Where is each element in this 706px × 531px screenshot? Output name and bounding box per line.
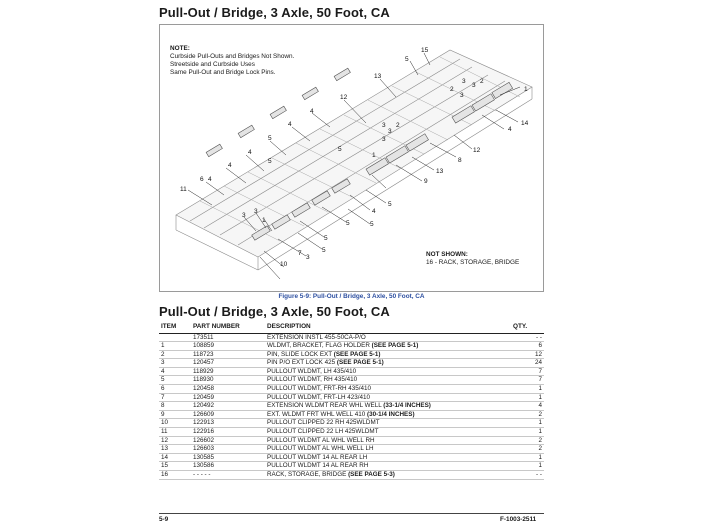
- cell-part-number: 120457: [193, 359, 267, 368]
- table-row: [159, 376, 544, 385]
- description-reference: (33-1/4 INCHES): [383, 402, 431, 410]
- description-reference: (SEE PAGE 5-3): [348, 471, 395, 478]
- cell-description: [267, 419, 513, 428]
- callout-label: 5: [324, 235, 328, 242]
- callout-label: 2: [450, 86, 454, 93]
- cell-qty: 2: [513, 436, 544, 445]
- cell-qty: 2: [513, 410, 544, 419]
- description-text: PULLOUT WLDMT 14 AL REAR RH: [267, 462, 369, 470]
- table-row: [159, 385, 544, 394]
- cell-part-number: 118930: [193, 376, 267, 385]
- document-number: F-1003-2511: [500, 516, 537, 523]
- cell-item: 10: [159, 419, 193, 428]
- callout-label: 3: [306, 254, 310, 261]
- callout-label: 4: [208, 176, 212, 183]
- cell-description: [267, 402, 513, 411]
- cell-description: [267, 333, 513, 342]
- callout-label: 1: [262, 217, 266, 224]
- cell-item: 15: [159, 462, 193, 471]
- description-text: PULLOUT WLDMT, FRT-RH 435/410: [267, 385, 372, 393]
- cell-part-number: 173511: [193, 333, 267, 342]
- callout-label: 3: [460, 92, 464, 99]
- callout-label: 3: [472, 82, 476, 89]
- description-reference: (SEE PAGE 5-1): [333, 350, 381, 358]
- callout-label: 4: [288, 121, 292, 128]
- callout-label: 4: [248, 149, 252, 156]
- cell-part-number: 130585: [193, 453, 267, 462]
- header-description: DESCRIPTION: [267, 323, 513, 333]
- callout-label: 1: [524, 86, 528, 93]
- callout-label: 7: [298, 250, 302, 257]
- callout-label: 3: [254, 208, 258, 215]
- cell-part-number: 130586: [193, 462, 267, 471]
- table-row: [159, 428, 544, 437]
- cell-qty: 1: [513, 385, 544, 394]
- callout-label: 8: [458, 157, 462, 164]
- description-text: PULLOUT WLDMT, RH 435/410: [267, 376, 358, 384]
- cell-description: [267, 393, 513, 402]
- table-row: [159, 402, 544, 411]
- cell-description: [267, 445, 513, 454]
- cell-part-number: 122916: [193, 428, 267, 437]
- callout-label: 5: [405, 56, 409, 63]
- cell-part-number: 126602: [193, 436, 267, 445]
- description-text: PIN P/O EXT LOCK 425: [267, 359, 337, 367]
- cell-item: 14: [159, 453, 193, 462]
- cell-qty: 1: [513, 462, 544, 471]
- note-title: NOTE:: [170, 45, 190, 52]
- note-line: Same Pull-Out and Bridge Lock Pins.: [170, 69, 276, 76]
- callout-label: 5: [268, 135, 272, 142]
- callout-label: 1: [372, 152, 376, 159]
- not-shown-text: 16 - RACK, STORAGE, BRIDGE: [426, 259, 520, 266]
- cell-part-number: 118929: [193, 367, 267, 376]
- callout-label: 13: [436, 168, 444, 175]
- cell-description: [267, 453, 513, 462]
- cell-qty: 7: [513, 376, 544, 385]
- cell-qty: 1: [513, 419, 544, 428]
- table-row: [159, 419, 544, 428]
- cell-part-number: 120492: [193, 402, 267, 411]
- cell-item: 6: [159, 385, 193, 394]
- cell-qty: 1: [513, 393, 544, 402]
- cell-qty: - -: [513, 471, 544, 480]
- cell-item: 2: [159, 350, 193, 359]
- table-row: [159, 333, 544, 342]
- cell-description: [267, 342, 513, 351]
- table-row: [159, 367, 544, 376]
- description-reference: (30-1/4 INCHES): [366, 410, 415, 418]
- cell-part-number: 126609: [193, 410, 267, 419]
- table-row: [159, 342, 544, 351]
- description-text: PULLOUT WLDMT, FRT-LH 423/410: [267, 393, 371, 401]
- table-row: [159, 436, 544, 445]
- cell-qty: - -: [513, 333, 544, 342]
- callout-label: 12: [473, 147, 481, 154]
- callout-label: 3: [462, 78, 466, 85]
- cell-description: [267, 385, 513, 394]
- header-item: ITEM: [159, 323, 193, 333]
- callout-label: 12: [340, 94, 348, 101]
- description-text: PULLOUT WLDMT 14 AL REAR LH: [267, 453, 368, 461]
- not-shown-note: [426, 251, 519, 267]
- cell-qty: 1: [513, 453, 544, 462]
- footer-divider: [159, 513, 544, 514]
- description-text: RACK, STORAGE, BRIDGE: [267, 471, 349, 478]
- cell-description: [267, 410, 513, 419]
- header-qty: QTY.: [513, 323, 544, 333]
- callout-label: 5: [370, 221, 374, 228]
- cell-description: [267, 428, 513, 437]
- cell-description: [267, 367, 513, 376]
- cell-item: 8: [159, 402, 193, 411]
- description-text: PULLOUT CLIPPED 22 LH 425WLDMT: [267, 428, 379, 436]
- cell-item: 7: [159, 393, 193, 402]
- cell-item: 16: [159, 471, 193, 480]
- callout-label: 3: [382, 136, 386, 143]
- table-row: [159, 453, 544, 462]
- callout-label: 15: [421, 47, 429, 54]
- cell-part-number: 120458: [193, 385, 267, 394]
- callout-label: 3: [388, 128, 392, 135]
- note-line: Curbside Pull-Outs and Bridges Not Shown.: [170, 53, 295, 60]
- callout-label: 14: [521, 120, 529, 127]
- description-text: EXTENSION INSTL 455-50CA-P/O: [267, 333, 366, 341]
- cell-part-number: 122913: [193, 419, 267, 428]
- description-text: EXT. WLDMT FRT WHL WELL 410: [267, 410, 367, 418]
- table-row: [159, 471, 544, 480]
- cell-qty: 12: [513, 350, 544, 359]
- cell-item: 11: [159, 428, 193, 437]
- callout-label: 13: [374, 73, 382, 80]
- table-row: [159, 445, 544, 454]
- cell-qty: 1: [513, 428, 544, 437]
- callout-label: 3: [242, 212, 246, 219]
- cell-qty: 6: [513, 342, 544, 351]
- table-row: [159, 462, 544, 471]
- table-header-row: [159, 323, 544, 333]
- cell-description: [267, 359, 513, 368]
- callout-label: 10: [280, 261, 288, 268]
- callout-label: 4: [310, 108, 314, 115]
- callout-label: 5: [268, 158, 272, 165]
- callout-label: 4: [508, 126, 512, 133]
- description-text: PULLOUT WLDMT AL WHL WELL RH: [267, 436, 375, 444]
- cell-qty: 24: [513, 359, 544, 368]
- cell-description: [267, 376, 513, 385]
- description-text: EXTENSION WLDMT REAR WHL WELL: [267, 402, 384, 410]
- callout-label: 3: [382, 122, 386, 129]
- cell-item: 9: [159, 410, 193, 419]
- page-title: Pull-Out / Bridge, 3 Axle, 50 Foot, CA: [159, 5, 390, 20]
- note-line: Streetside and Curbside Uses: [170, 61, 255, 68]
- description-reference: (SEE PAGE 5-1): [336, 359, 384, 367]
- figure-panel: [159, 24, 544, 292]
- not-shown-title: NOT SHOWN:: [426, 251, 468, 258]
- cell-description: [267, 462, 513, 471]
- cell-item: 13: [159, 445, 193, 454]
- page-number: 5-9: [159, 516, 169, 523]
- description-text: WLDMT, BRACKET, FLAG HOLDER: [267, 342, 372, 350]
- description-reference: (SEE PAGE 5-1): [371, 342, 419, 350]
- cell-item: 1: [159, 342, 193, 351]
- cell-qty: 2: [513, 445, 544, 454]
- cell-part-number: - - - - -: [193, 471, 267, 480]
- cell-item: 4: [159, 367, 193, 376]
- description-text: PULLOUT WLDMT, LH 435/410: [267, 367, 357, 375]
- callout-label: 11: [180, 186, 187, 193]
- cell-qty: 4: [513, 402, 544, 411]
- table-row: [159, 410, 544, 419]
- table-row: [159, 350, 544, 359]
- cell-description: [267, 350, 513, 359]
- description-text: PULLOUT WLDMT AL WHL WELL LH: [267, 445, 374, 453]
- callout-label: 4: [228, 162, 232, 169]
- cell-qty: 7: [513, 367, 544, 376]
- cell-item: 12: [159, 436, 193, 445]
- callout-label: 4: [372, 208, 376, 215]
- callout-label: 9: [424, 178, 428, 185]
- cell-item: 5: [159, 376, 193, 385]
- cell-part-number: 118723: [193, 350, 267, 359]
- table-row: [159, 359, 544, 368]
- callout-label: 5: [346, 220, 350, 227]
- cell-description: [267, 471, 513, 480]
- table-row: [159, 393, 544, 402]
- figure-note: [170, 45, 294, 77]
- figure-caption: Figure 5-9: Pull-Out / Bridge, 3 Axle, 50 Foot, CA: [278, 293, 425, 300]
- callout-label: 2: [480, 78, 484, 85]
- cell-item: [159, 333, 193, 342]
- callout-label: 5: [322, 247, 326, 254]
- cell-part-number: 126603: [193, 445, 267, 454]
- callout-label: 5: [388, 201, 392, 208]
- parts-table: [159, 323, 544, 480]
- callout-label: 2: [396, 122, 400, 129]
- description-text: PULLOUT CLIPPED 22 RH 425WLDMT: [267, 419, 380, 427]
- table-title: Pull-Out / Bridge, 3 Axle, 50 Foot, CA: [159, 304, 390, 319]
- header-part-number: PART NUMBER: [193, 323, 267, 333]
- callout-label: 6: [200, 176, 204, 183]
- cell-description: [267, 436, 513, 445]
- cell-part-number: 120459: [193, 393, 267, 402]
- description-text: PIN, SLIDE LOCK EXT: [267, 350, 334, 358]
- cell-part-number: 108859: [193, 342, 267, 351]
- cell-item: 3: [159, 359, 193, 368]
- callout-label: 5: [338, 146, 342, 153]
